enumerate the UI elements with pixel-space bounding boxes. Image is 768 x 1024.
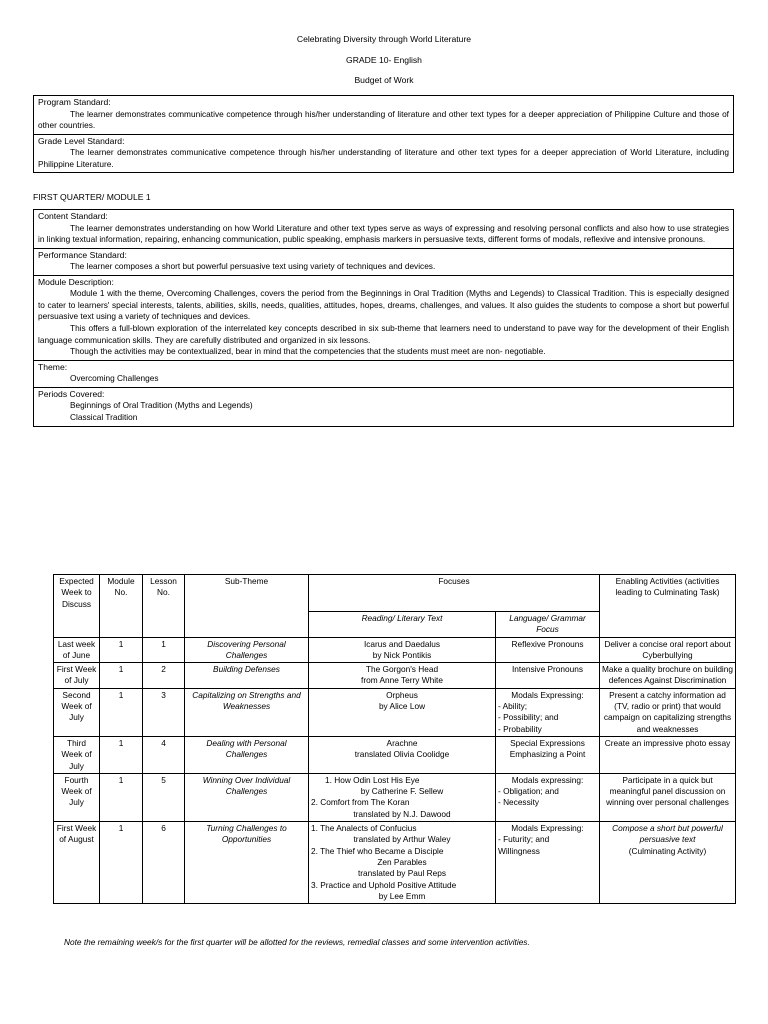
grade-level-standard-label: Grade Level Standard: <box>38 135 125 146</box>
week-cell: Second Week of July <box>54 688 100 736</box>
language-line: - Possibility; and <box>498 712 559 723</box>
quarter-heading: FIRST QUARTER/ MODULE 1 <box>33 192 151 202</box>
module-description-paragraph: This offers a full-blown exploration of the interrelated key concepts described in six sub-theme that learners need to understand to pave way for the development of their English language communication skills. They are carefully distributed and organized in six lessons. <box>38 323 729 345</box>
content-standard-label: Content Standard: <box>38 211 108 221</box>
language-cell <box>496 688 600 736</box>
module-cell: 1 <box>100 822 143 904</box>
reading-line: 1. How Odin Lost His Eye <box>325 774 420 785</box>
content-standard-section <box>34 210 733 249</box>
language-line: - Futurity; and <box>498 834 550 845</box>
week-cell: Last week of June <box>54 637 100 663</box>
table-row <box>54 773 736 821</box>
reading-line: translated by Arthur Waley <box>353 834 451 845</box>
reading-cell <box>309 637 496 663</box>
module-description-paragraph: Module 1 with the theme, Overcoming Challenges, covers the period from the Beginnings in Oral Tradition (Myths and Legends) to Classical Tradition. This is especially designed to cater to learners' special interests, talents, abilities, skills, needs, qualities, attitudes, hopes, dreams, challenges, and values. It also guides the students to compose a short but powerful persuasive text using a variety of techniques and devices. <box>38 288 729 322</box>
reading-cell <box>309 773 496 821</box>
reading-cell <box>309 688 496 736</box>
lesson-cell: 1 <box>143 637 185 663</box>
subtheme-cell: Dealing with Personal Challenges <box>185 736 309 773</box>
culminating-activity-label: (Culminating Activity) <box>628 845 707 856</box>
reading-line: 2. The Thief who Became a Disciple <box>311 845 444 856</box>
language-line: - Probability <box>498 723 542 734</box>
reading-line: 1. The Analects of Confucius <box>311 823 417 834</box>
header-subtheme: Sub-Theme <box>185 575 309 638</box>
language-cell <box>496 663 600 689</box>
reading-line: by Alice Low <box>378 701 426 712</box>
performance-standard-label: Performance Standard: <box>38 249 127 260</box>
subtheme-cell: Discovering Personal Challenges <box>185 637 309 663</box>
header-week: Expected Week to Discuss <box>54 575 100 638</box>
document-title: Celebrating Diversity through World Literature <box>296 34 472 44</box>
header-focuses: Focuses <box>309 575 600 612</box>
grade-heading: GRADE 10- English <box>346 55 422 65</box>
language-line: - Ability; <box>498 701 528 712</box>
reading-line: Icarus and Daedalus <box>363 638 441 649</box>
reading-line: by Catherine F. Sellew <box>360 786 444 797</box>
budget-of-work-table <box>53 574 736 904</box>
activity-cell <box>600 822 736 904</box>
language-cell <box>496 736 600 773</box>
footnote: Note the remaining week/s for the first quarter will be allotted for the reviews, remedial classes and some intervention activities. <box>64 937 530 947</box>
content-standard-text: The learner demonstrates understanding on how World Literature and other text types serve as ways of expressing and resolving personal conflicts and also how to use strategies in linking textual information, repairing, enhancing communication, public speaking, emphasis markers in persuasive texts, different forms of modals, reflexive and intensive pronouns. <box>38 222 729 245</box>
header-language: Language/ Grammar Focus <box>496 612 600 638</box>
lesson-cell: 5 <box>143 773 185 821</box>
module-cell: 1 <box>100 736 143 773</box>
week-cell: First Week of August <box>54 822 100 904</box>
lesson-cell: 6 <box>143 822 185 904</box>
module-description-label: Module Description: <box>38 276 114 287</box>
language-line: Willingness <box>498 845 540 856</box>
language-line: - Obligation; and <box>498 786 559 797</box>
reading-line: 3. Practice and Uphold Positive Attitude <box>311 879 457 890</box>
language-line: Special Expressions Emphasizing a Point <box>509 737 586 760</box>
activity-cell: Present a catchy information ad (TV, radio or print) that would campaign on capitalizing strengths and weaknesses <box>600 688 736 736</box>
language-cell <box>496 773 600 821</box>
reading-line: from Anne Terry White <box>361 675 443 686</box>
table-row <box>54 736 736 773</box>
program-standard-text: The learner demonstrates communicative competence through his/her understanding of literature and other text types for a deeper appreciation of Philippine Culture and those of other countries. <box>38 108 729 131</box>
header-lesson: Lesson No. <box>143 575 185 638</box>
reading-line: Zen Parables <box>377 856 427 867</box>
period-item: Classical Tradition <box>70 412 138 423</box>
theme-label: Theme: <box>38 361 68 372</box>
module-box <box>33 209 734 427</box>
periods-label: Periods Covered: <box>38 388 105 399</box>
language-line: Modals Expressing: <box>511 823 584 834</box>
reading-line: translated by Paul Reps <box>357 868 447 879</box>
reading-cell <box>309 663 496 689</box>
theme-section <box>34 361 733 388</box>
reading-line: by Lee Emm <box>378 890 426 901</box>
module-cell: 1 <box>100 637 143 663</box>
header-activities: Enabling Activities (activities leading to Culminating Task) <box>600 575 736 638</box>
language-cell <box>496 822 600 904</box>
subtheme-cell: Capitalizing on Strengths and Weaknesses <box>185 688 309 736</box>
periods-section <box>34 388 733 426</box>
reading-line: by Nick Pontikis <box>372 649 432 660</box>
header-reading: Reading/ Literary Text <box>309 612 496 638</box>
table-row <box>54 637 736 663</box>
module-description-section <box>34 276 733 361</box>
subtheme-cell: Turning Challenges to Opportunities <box>185 822 309 904</box>
reading-line: Arachne <box>386 737 418 748</box>
table-row <box>54 688 736 736</box>
activity-cell: Create an impressive photo essay <box>600 736 736 773</box>
standards-box <box>33 95 734 173</box>
language-line: Intensive Pronouns <box>511 664 584 675</box>
reading-line: The Gorgon's Head <box>365 664 439 675</box>
lesson-cell: 3 <box>143 688 185 736</box>
module-cell: 1 <box>100 688 143 736</box>
reading-cell <box>309 736 496 773</box>
reading-line: translated Olivia Coolidge <box>354 749 450 760</box>
activity-cell: Deliver a concise oral report about Cyberbullying <box>600 637 736 663</box>
lesson-cell: 2 <box>143 663 185 689</box>
week-cell: First Week of July <box>54 663 100 689</box>
culminating-task-text: Compose a short but powerful persuasive text <box>612 823 723 845</box>
document-subtitle: Budget of Work <box>354 75 414 85</box>
subtheme-cell: Winning Over Individual Challenges <box>185 773 309 821</box>
week-cell: Fourth Week of July <box>54 773 100 821</box>
language-cell <box>496 637 600 663</box>
grade-level-standard-text: The learner demonstrates communicative competence through his/her understanding of literature and other text types for a deeper appreciation of World Literature, including Philippine Literature. <box>38 147 729 169</box>
lesson-cell: 4 <box>143 736 185 773</box>
header-module: Module No. <box>100 575 143 638</box>
language-line: - Necessity <box>498 797 540 808</box>
table-row <box>54 663 736 689</box>
program-standard-section <box>34 96 733 135</box>
module-cell: 1 <box>100 663 143 689</box>
table-header-row <box>54 575 736 612</box>
grade-level-standard-section <box>34 135 733 173</box>
reading-line: 2. Comfort from The Koran <box>311 797 410 808</box>
reading-cell <box>309 822 496 904</box>
subtheme-cell: Building Defenses <box>185 663 309 689</box>
language-line: Modals Expressing: <box>511 689 584 700</box>
activity-cell: Make a quality brochure on building defences Against Discrimination <box>600 663 736 689</box>
performance-standard-text: The learner composes a short but powerful persuasive text using variety of techniques and devices. <box>70 261 436 272</box>
language-line: Modals expressing: <box>511 774 584 785</box>
module-description-paragraph: Though the activities may be contextualized, bear in mind that the competencies that the students must meet are non- negotiable. <box>70 346 546 357</box>
reading-line: translated by N.J. Dawood <box>353 808 451 819</box>
table-row <box>54 822 736 904</box>
week-cell: Third Week of July <box>54 736 100 773</box>
activity-cell: Participate in a quick but meaningful panel discussion on winning over personal challenges <box>600 773 736 821</box>
module-cell: 1 <box>100 773 143 821</box>
reading-line: Orpheus <box>386 689 418 700</box>
theme-text: Overcoming Challenges <box>70 373 159 384</box>
language-line: Reflexive Pronouns <box>511 638 584 649</box>
program-standard-label: Program Standard: <box>38 97 111 107</box>
performance-standard-section <box>34 249 733 276</box>
period-item: Beginnings of Oral Tradition (Myths and Legends) <box>70 400 253 411</box>
